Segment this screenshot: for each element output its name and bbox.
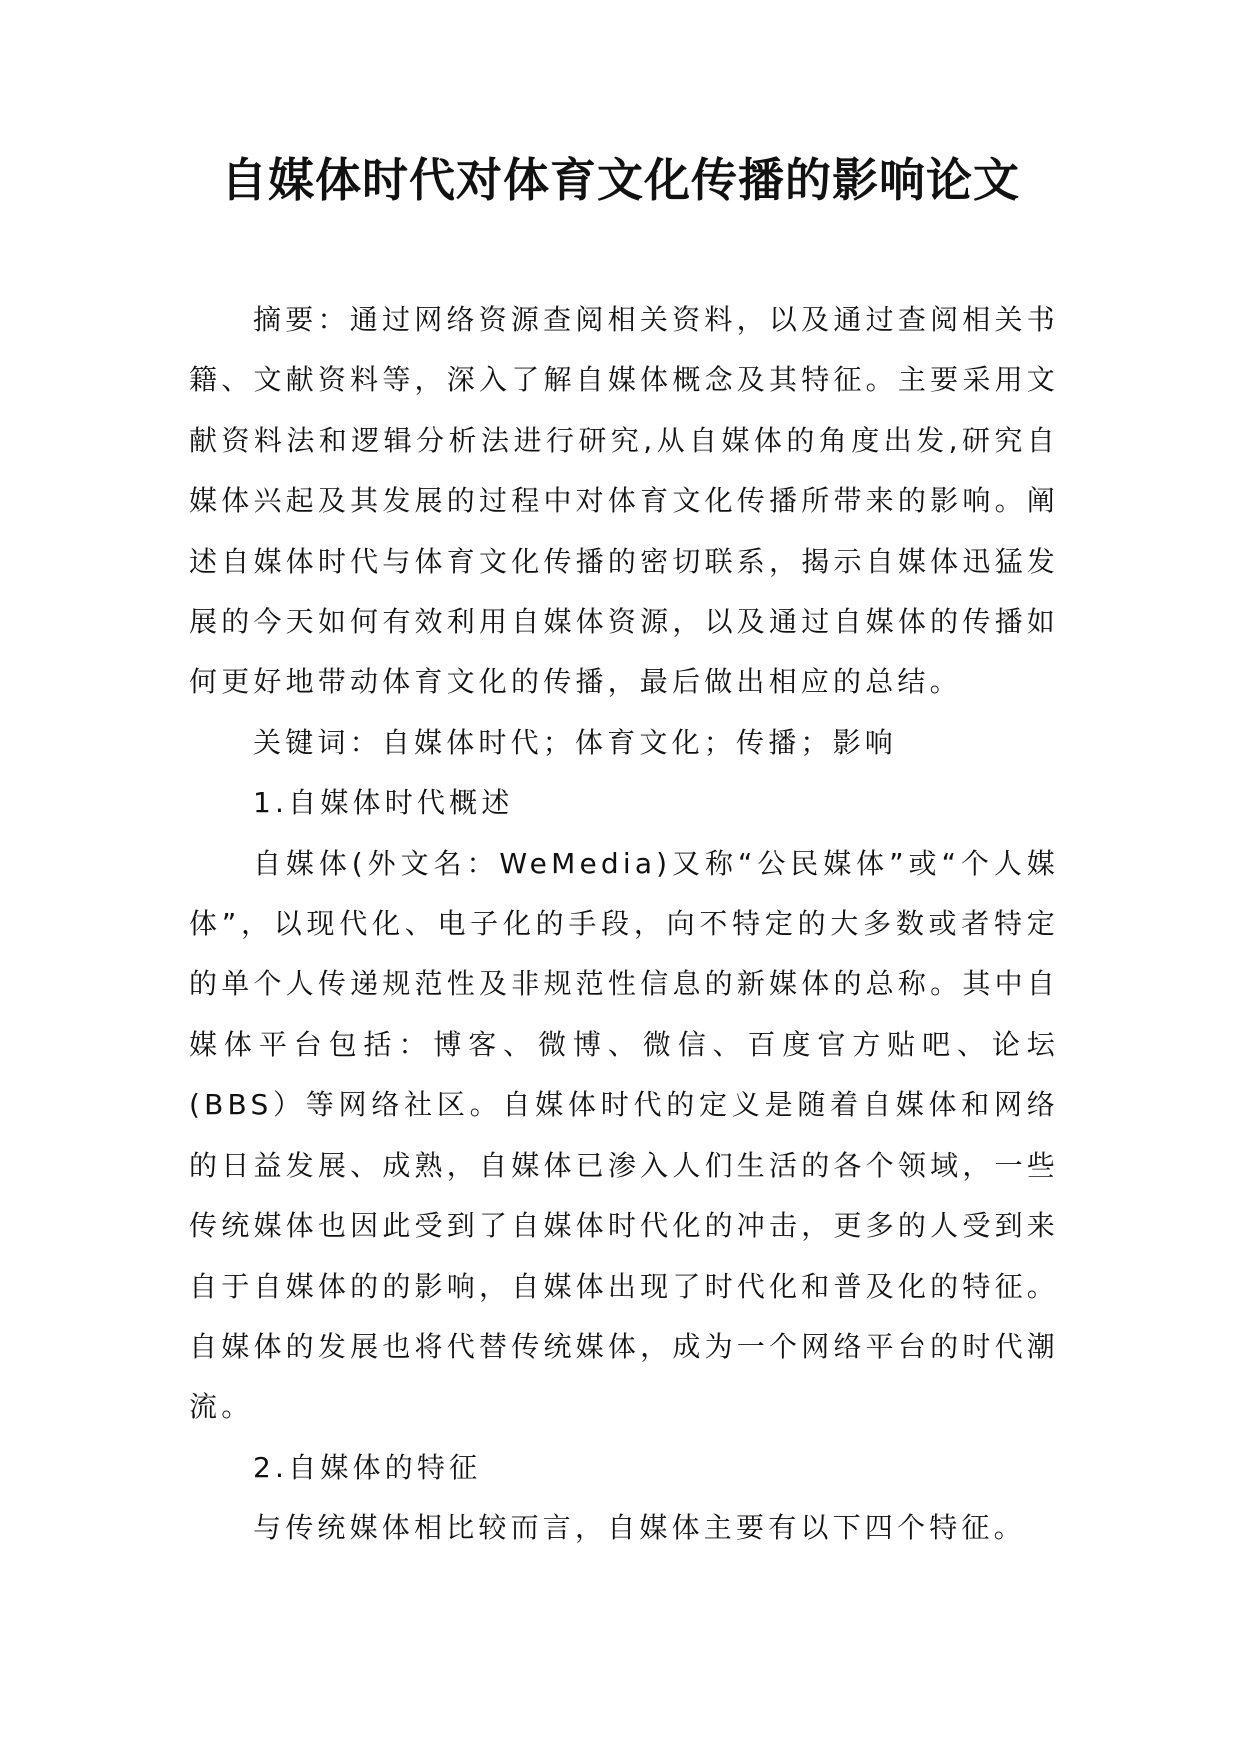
section-heading-2: 2.自媒体的特征	[253, 1450, 482, 1484]
section-1-paragraph: 自媒体(外文名：WeMedia)又称“公民媒体”或“个人媒体”，以现代化、电子化的手段，向不特定的大多数或者特定的单个人传递规范性及非规范性信息的新媒体的总称。其中自媒体平台包括：博客、微博、微信、百度官方贴吧、论坛(BBS）等网络社区。自媒体时代的定义是随着自媒体和网络的日益发展、成熟，自媒体已渗入人们生活的各个领域，一些传统媒体也因此受到了自媒体时代化的冲击，更多的人受到来自于自媒体的的影响，自媒体出现了时代化和普及化的特征。自媒体的发展也将代替传统媒体，成为一个网络平台的时代潮流。	[189, 846, 1059, 1424]
section-heading-1: 1.自媒体时代概述	[253, 786, 514, 820]
abstract-paragraph: 摘要：通过网络资源查阅相关资料，以及通过查阅相关书籍、文献资料等，深入了解自媒体概念及其特征。主要采用文献资料法和逻辑分析法进行研究,从自媒体的角度出发,研究自媒体兴起及其发展的过程中对体育文化传播所带来的影响。阐述自媒体时代与体育文化传播的密切联系，揭示自媒体迅猛发展的今天如何有效利用自媒体资源，以及通过自媒体的传播如何更好地带动体育文化的传播，最后做出相应的总结。	[189, 303, 1059, 699]
section-2-paragraph: 与传统媒体相比较而言，自媒体主要有以下四个特征。	[253, 1511, 1026, 1545]
document-title: 自媒体时代对体育文化传播的影响论文	[221, 153, 1020, 207]
document-body	[189, 290, 1059, 1559]
keywords-paragraph: 关键词：自媒体时代；体育文化；传播；影响	[253, 725, 898, 759]
